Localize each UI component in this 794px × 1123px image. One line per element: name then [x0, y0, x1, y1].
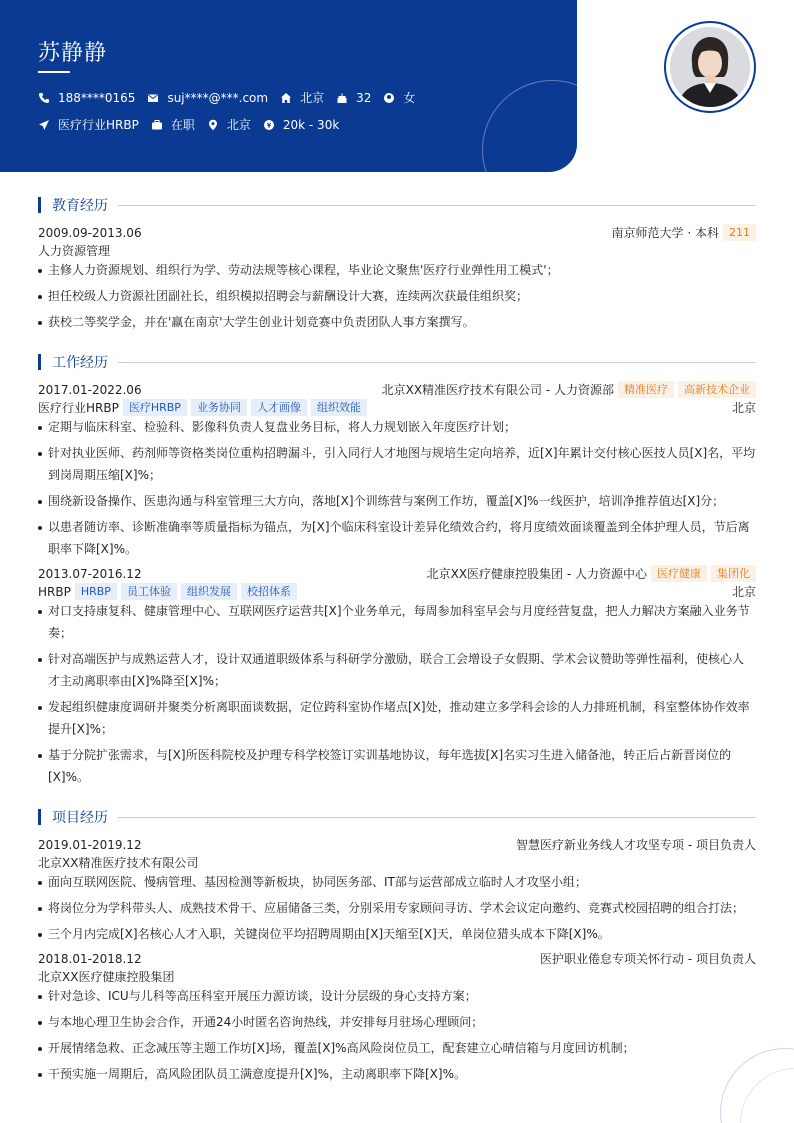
work-title: 医疗行业HRBP: [38, 401, 119, 415]
work-city: 北京: [731, 585, 756, 599]
project-name: 智慧医疗新业务线人才攻坚专项 - 项目负责人: [516, 838, 756, 852]
phone-icon: [38, 92, 50, 104]
list-item: 开展情绪急救、正念减压等主题工作坊[X]场，覆盖[X]%高风险岗位员工，配套建立心晴信箱与月度回访机制；: [38, 1037, 756, 1059]
status-item: [151, 116, 195, 133]
job-row: [38, 116, 351, 133]
work-header: [38, 565, 756, 582]
list-item-continuation: 职率下降[X]%。: [48, 542, 137, 556]
money-icon: [263, 119, 275, 131]
email-item: [147, 91, 268, 105]
job-target-text: 医疗行业HRBP: [58, 118, 139, 132]
work-header: [38, 381, 756, 398]
home-icon: [280, 92, 292, 104]
list-item: 三个月内完成[X]名核心人才入职，关键岗位平均招聘周期由[X]天缩至[X]天，单岗位猎头成本下降[X]%。: [38, 923, 756, 945]
company-tag: 高新技术企业: [678, 381, 756, 398]
work-title-row: [38, 399, 756, 416]
work-company-group: [427, 565, 756, 582]
name-underline: [38, 71, 70, 73]
section-divider: [118, 817, 756, 818]
avatar: [670, 27, 750, 107]
header-banner: [0, 0, 577, 172]
section-bar: [38, 354, 41, 370]
skill-tag: 业务协同: [191, 399, 247, 416]
project-date: 2019.01-2019.12: [38, 837, 142, 852]
section-bar: [38, 197, 41, 213]
location-icon: [207, 119, 219, 131]
education-header: [38, 224, 756, 241]
list-item-continuation: 才主动离职率由[X]%降至[X]%；: [48, 674, 226, 688]
city-item: [280, 89, 324, 106]
age-text: 32: [356, 90, 372, 105]
skill-tag: 校招体系: [241, 583, 297, 600]
work-title-row: [38, 583, 756, 600]
contact-row: [38, 89, 427, 106]
skill-tag: 医疗HRBP: [123, 399, 187, 416]
candidate-name: 苏静静: [38, 41, 108, 66]
mail-icon: [147, 92, 159, 104]
work-title: HRBP: [38, 584, 71, 599]
list-item: 面向互联网医院、慢病管理、基因检测等新板块，协同医务部、IT部与运营部成立临时人才攻坚小组；: [38, 871, 756, 893]
phone-item: [38, 91, 135, 105]
education-major: 人力资源管理: [38, 244, 111, 258]
project-header: [38, 950, 756, 967]
gender-text: 女: [403, 91, 416, 105]
work-company: 北京XX精准医疗技术有限公司 - 人力资源部: [381, 383, 614, 397]
list-item: 围绕新设备操作、医患沟通与科室管理三大方向，落地[X]个训练营与案例工作坊，覆盖[X]%一线医护，培训净推荐值达[X]分；: [38, 490, 756, 512]
section-title: 教育经历: [52, 198, 108, 214]
list-item-continuation: 奏；: [48, 626, 73, 640]
salary-item: [263, 118, 339, 132]
education-school: 南京师范大学 · 本科: [611, 226, 719, 240]
list-item-continuation: 到岗周期压缩[X]%；: [48, 468, 161, 482]
target-city-item: [207, 116, 251, 133]
list-item: 将岗位分为学科带头人、成熟技术骨干、应届储备三类，分别采用专家顾问寻访、学术会议定向邀约、竞赛式校园招聘的组合打法；: [38, 897, 756, 919]
section-project: [38, 809, 756, 825]
age-icon: [336, 92, 348, 104]
list-item: 主修人力资源规划、组织行为学、劳动法规等核心课程，毕业论文聚焦'医疗行业弹性用工模式'；: [38, 259, 756, 281]
target-city-text: 北京: [226, 118, 251, 132]
briefcase-icon: [151, 119, 163, 131]
work-company-group: [382, 381, 756, 398]
list-item: 获校二等奖学金，并在'赢在南京'大学生创业计划竞赛中负责团队人事方案撰写。: [38, 311, 756, 333]
list-item: 与本地心理卫生协会合作，开通24小时匿名咨询热线，并安排每月驻场心理顾问；: [38, 1011, 756, 1033]
decorative-circle: [482, 80, 577, 172]
section-title: 工作经历: [52, 355, 108, 371]
list-item: 对口支持康复科、健康管理中心、互联网医疗运营共[X]个业务单元，每周参加科室早会与月度经营复盘，把人力解决方案融入业务节: [38, 600, 756, 622]
work-city: 北京: [731, 401, 756, 415]
city-text: 北京: [300, 91, 325, 105]
project-name: 医护职业倦怠专项关怀行动 - 项目负责人: [540, 952, 756, 966]
age-item: [336, 91, 371, 105]
section-divider: [118, 362, 756, 363]
list-item: 针对高端医护与成熟运营人才，设计双通道职级体系与科研学分激励，联合工会增设子女假期、学术会议赞助等弹性福利，使核心人: [38, 648, 756, 670]
section-title: 项目经历: [52, 810, 108, 826]
skill-tag: HRBP: [75, 583, 117, 600]
list-item: 发起组织健康度调研并聚类分析离职面谈数据，定位跨科室协作堵点[X]处，推动建立多学科会诊的人力排班机制，科室整体协作效率: [38, 696, 756, 718]
work-date: 2013.07-2016.12: [38, 566, 142, 581]
list-item: 定期与临床科室、检验科、影像科负责人复盘业务目标，将人力规划嵌入年度医疗计划；: [38, 416, 756, 438]
project-date: 2018.01-2018.12: [38, 951, 142, 966]
education-date: 2009.09-2013.06: [38, 225, 142, 240]
section-bar: [38, 809, 41, 825]
list-item: 针对急诊、ICU与儿科等高压科室开展压力源访谈，设计分层级的身心支持方案；: [38, 985, 756, 1007]
list-item: 基于分院扩张需求，与[X]所医科院校及护理专科学校签订实训基地协议，每年选拔[X]名实习生进入储备池，转正后占新晋岗位的: [38, 744, 756, 766]
project-org-row: [38, 968, 756, 985]
skill-tag: 员工体验: [121, 583, 177, 600]
avatar-frame: [664, 21, 756, 113]
send-icon: [38, 119, 50, 131]
section-divider: [118, 205, 756, 206]
list-item: 担任校级人力资源社团副社长，组织模拟招聘会与薪酬设计大赛，连续两次获最佳组织奖；: [38, 285, 756, 307]
section-work: [38, 354, 756, 370]
avatar-portrait-icon: [670, 27, 750, 107]
list-item: 干预实施一周期后，高风险团队员工满意度提升[X]%，主动离职率下降[X]%。: [38, 1063, 756, 1085]
job-target-item: [38, 116, 139, 133]
status-text: 在职: [170, 118, 195, 132]
list-item: 以患者随访率、诊断准确率等质量指标为锚点，为[X]个临床科室设计差异化绩效合约，将月度绩效面谈覆盖到全体护理人员，节后离: [38, 516, 756, 538]
skill-tag: 组织效能: [311, 399, 367, 416]
work-date: 2017.01-2022.06: [38, 382, 142, 397]
project-org: 北京XX精准医疗技术有限公司: [38, 856, 199, 870]
gender-icon: [383, 92, 395, 104]
project-header: [38, 836, 756, 853]
list-item-continuation: 提升[X]%；: [48, 722, 113, 736]
list-item-continuation: [X]%。: [48, 770, 89, 784]
company-tag: 集团化: [711, 565, 756, 582]
education-tag: 211: [723, 224, 756, 241]
company-tag: 医疗健康: [651, 565, 707, 582]
gender-item: [383, 89, 415, 106]
email-text: suj****@***.com: [167, 90, 269, 105]
list-item: 针对执业医师、药剂师等资格类岗位重构招聘漏斗，引入同行人才地图与规培生定向培养，近[X]年累计交付核心医技人员[X]名，平均: [38, 442, 756, 464]
company-tag: 精准医疗: [618, 381, 674, 398]
phone-text: 188****0165: [58, 90, 136, 105]
education-major-row: [38, 242, 756, 259]
work-title-group: [38, 583, 297, 600]
project-org-row: [38, 854, 756, 871]
education-school-group: [612, 224, 756, 241]
work-company: 北京XX医疗健康控股集团 - 人力资源中心: [426, 567, 647, 581]
section-education: [38, 197, 756, 213]
work-title-group: [38, 399, 367, 416]
skill-tag: 组织发展: [181, 583, 237, 600]
project-org: 北京XX医疗健康控股集团: [38, 970, 175, 984]
skill-tag: 人才画像: [251, 399, 307, 416]
salary-text: 20k - 30k: [282, 117, 340, 132]
